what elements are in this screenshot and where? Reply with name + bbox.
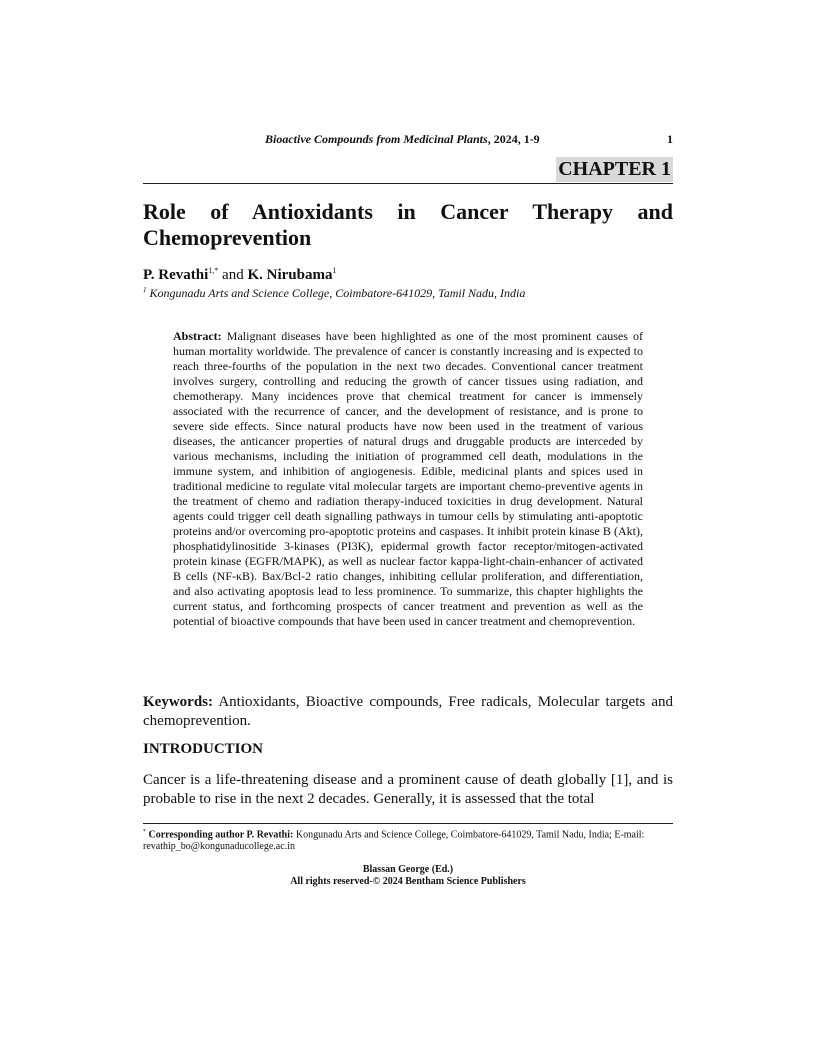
rights-line: All rights reserved-© 2024 Bentham Science Publishers xyxy=(290,876,526,887)
author-2-name: K. Nirubama xyxy=(247,267,333,283)
keywords-text: Antioxidants, Bioactive compounds, Free radicals, Molecular targets and chemoprevention. xyxy=(143,694,673,729)
footnote-text: Kongunadu Arts and Science College, Coimbatore-641029, Tamil Nadu, India; E-mail: revathip_bo@kongunaducollege.ac.in xyxy=(143,829,645,853)
chapter-label: CHAPTER 1 xyxy=(558,158,671,180)
abstract xyxy=(173,329,643,629)
author-line xyxy=(143,262,673,284)
keywords xyxy=(143,693,673,731)
affiliation-text: Kongunadu Arts and Science College, Coimbatore-641029, Tamil Nadu, India xyxy=(146,286,526,300)
abstract-text: Malignant diseases have been highlighted as one of the most prominent causes of human mortality worldwide. The prevalence of cancer is constantly increasing and is expected to reach three-fourths of the population in the next two decades. Conventional cancer treatment involves surgery, controlling and reducing the growth of cancer tissues using radiation, and chemotherapy. Many incidences prove that chemical treatment for cancer is immensely associated with the recurrence of cancer, and the development of resistance, and is prone to severe side effects. Since natural products have now been used in the treatment of various diseases, the anticancer properties of natural drugs and druggable products are interceded by various mechanisms, including the initiation of programmed cell death, modulations in the immune system, and inhibition of angiogenesis. Edible, medicinal plants and spices used in traditional medicine to regulate vital molecular targets are important chemo-preventive agents in the treatment of chemo and radiation therapy-induced toxicities in drug development. Natural agents could trigger cell death signalling pathways in tumour cells by stimulating anti-apoptotic proteins and/or overcoming pro-apoptotic proteins and caspases. It inhibit protein kinase B (Akt), phosphatidylinositide 3-kinases (PI3K), epidermal growth factor receptor/mitogen-activated protein kinase (EGFR/MAPK), as well as nuclear factor kappa-light-chain-enhancer of activated B cells (NF-κB). Bax/Bcl-2 ratio changes, inhibiting cellular proliferation, and differentiation, and also activating apoptosis lead to less prominence. To summarize, this chapter highlights the current status, and forthcoming prospects of cancer treatment and prevention as well as the potential of bioactive compounds that have been used in cancer treatment and chemoprevention. xyxy=(173,329,643,628)
page-number: 1 xyxy=(667,132,673,146)
editor-line: Blassan George (Ed.) xyxy=(362,864,454,875)
author-1-marks: 1,* xyxy=(208,266,219,275)
affiliation-mark: 1 xyxy=(143,286,147,294)
journal-title: Bioactive Compounds from Medicinal Plants xyxy=(265,132,488,146)
introduction-heading: INTRODUCTION xyxy=(143,741,264,757)
footnote-mark: * xyxy=(143,829,146,835)
journal-issue: , 2024, 1-9 xyxy=(487,132,540,146)
author-1-name: P. Revathi xyxy=(143,267,209,283)
keywords-label: Keywords: xyxy=(143,694,213,710)
chapter-header xyxy=(143,157,673,184)
author-joiner: and xyxy=(218,267,248,283)
running-head-title xyxy=(265,132,540,147)
abstract-label: Abstract: xyxy=(173,329,222,343)
author-2-marks: 1 xyxy=(332,266,337,275)
affiliation xyxy=(143,286,673,301)
publisher-block xyxy=(143,864,673,888)
footnote-divider xyxy=(143,823,673,824)
footnote-label: Corresponding author P. Revathi: xyxy=(146,829,294,841)
running-head xyxy=(143,132,673,148)
footnote xyxy=(143,826,673,853)
introduction-text: Cancer is a life-threatening disease and a prominent cause of death globally [1], and is probable to rise in the next 2 decades. Generally, it is assessed that the total xyxy=(143,772,673,807)
article-title: Role of Antioxidants in Cancer Therapy and Chemoprevention xyxy=(143,199,673,250)
